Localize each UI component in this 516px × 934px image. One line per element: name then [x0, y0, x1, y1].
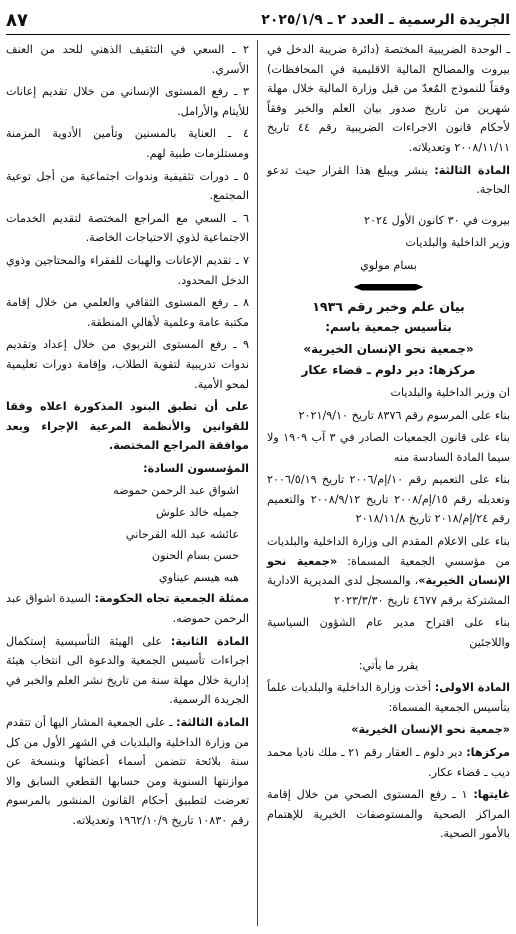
goal-item: ٩ ـ رفع المستوى التربوي من خلال إعداد وتقديم ندوات تدريبية لتقوية الطلاب، وإقامة دورات تعليمية لمحو الأمية. [6, 338, 249, 391]
founder-name: اشواق عبد الرحمن حموضه [113, 484, 239, 498]
article-three [267, 161, 510, 200]
basis-item: بناء على التعميم رقم ١٠/إم/٢٠٠٦ تاريخ ٢٠٠٦/٥/١٩ وتعديله رقم ١٥/إم/٢٠٠٨ تاريخ ٢٠٠٨/٩/١٢ والتعميم رقم ٢٤/إم/٢٠١٨ تاريخ ٢٠١٨/١١/٨ [267, 473, 510, 526]
section-divider [267, 284, 510, 291]
article-label: المادة الثالثة: [434, 163, 510, 177]
minister-title: وزير الداخلية والبلديات [405, 236, 510, 250]
goal-item: ٦ ـ السعي مع المراجع المختصة لتقديم الخدمات الاجتماعية لذوي الاحتياجات الخاصة. [6, 211, 249, 245]
representative-label: ممثلة الجمعية تجاه الحكومة: [94, 592, 250, 606]
minister-name: بسام مولوي [360, 258, 417, 272]
founders-label: المؤسسون السادة: [143, 461, 249, 475]
condition-paragraph: على أن تطبق البنود المذكورة اعلاه وفقا للقوانين والأنظمة المرعية الإجراء وبعد موافقة المراجع المختصة. [6, 400, 249, 453]
goal-item: ٥ ـ دورات تثقيفية وندوات اجتماعية من أجل توعية المجتمع. [6, 169, 249, 203]
basis-text: بناء على الاعلام المقدم الى وزارة الداخلية والبلديات من مؤسسي الجمعية المسماة: [267, 535, 510, 568]
headquarters-line [267, 743, 510, 782]
intro-line: ان وزير الداخلية والبلديات [390, 385, 510, 399]
goals-label: غايتها: [473, 788, 510, 802]
page-header [6, 6, 510, 35]
article-two [6, 632, 249, 710]
article-text: ـ على الجمعية المشار اليها أن تتقدم من وزارة الداخلية والبلديات في الشهر الأول من كل سنة بلائحة تتضمن أسماء أعضائها وبنسخة عن موازنتها السنوية ومن حسابها القطعي السابق والا تعرضت لتطبيق أحكام القانون المنشور بالمرسوم رقم ١٠٨٣٠ تاريخ ١٩٦٢/١٠/٩ وتعديلاته. [6, 716, 249, 827]
article-label: المادة الثالثة: [176, 716, 250, 729]
column-divider [257, 40, 258, 926]
left-column [6, 40, 249, 928]
notice-headquarters: مركزها: دير دلوم ـ قضاء عكار [301, 363, 476, 378]
date-line: بيروت في ٣٠ كانون الأول ٢٠٢٤ [363, 213, 510, 227]
representative-line [6, 589, 249, 628]
representative-text: السيدة اشواق عبد الرحمن حموضه. [6, 592, 249, 626]
association-name: «جمعية نحو الإنسان الخيرية» [267, 554, 510, 588]
article-text: على الهيئة التأسيسية إستكمال اجراءات تأسيس الجمعية والدعوة الى انتخاب هيئة إدارية خلال مهلة سنة من تاريخ نشر العلم والخبر في الجريدة الرسمية. [6, 634, 249, 707]
founder-name: جميله خالد علوش [156, 506, 239, 520]
notice-subtitle: بتأسيس جمعية باسم: [325, 320, 452, 335]
basis-item: بناء على المرسوم رقم ٨٣٧٦ تاريخ ٢٠٢١/٩/١٠ [298, 408, 510, 422]
goal-item: ٢ ـ السعي في التثقيف الذهني للحد من العنف الأسري. [6, 43, 249, 76]
article-label: المادة الثانية: [170, 634, 249, 648]
article-three [6, 713, 249, 831]
basis-text: ، والمسجل لدى المديرية الادارية المشتركة برقم ٤٦٧٧ تاريخ ٢٠٢٣/٣/٣٠ [267, 574, 510, 607]
headquarters-label: مركزها: [466, 746, 510, 759]
basis-item: بناء على اقتراح مدير عام الشؤون السياسية واللاجئين [267, 616, 510, 650]
gazette-title: الجريدة الرسمية ـ العدد ٢ ـ ٢٠٢٥/١/٩ [261, 12, 510, 28]
goals-line [267, 785, 510, 844]
association-name: «جمعية نحو الإنسان الخيرية» [351, 723, 510, 737]
goal-item: ٣ ـ رفع المستوى الإنساني من خلال تقديم إعانات للأيتام والأرامل. [6, 85, 249, 118]
notice-title: بيان علم وخبر رقم ١٩٣٦ [312, 298, 465, 314]
decides-line: يقرر ما يأتي: [358, 658, 419, 672]
article-text: ينشر ويبلغ هذا القرار حيث تدعو الحاجة. [267, 163, 510, 197]
tax-paragraph: ـ الوحدة الضريبية المختصة (دائرة ضريبة الدخل في بيروت والمصالح المالية الاقليمية في المحافظات) وفقاً للنموذج المُعدّ من قبل وزارة المالية خلال مهلة شهرين من تاريخ صدور بيان العلم والخبر وفقاً لأحكام قانون الاجراءات الضريبية رقم ٤٤ تاريخ ٢٠٠٨/١١/١١ وتعديلاته. [267, 43, 510, 154]
article-one [267, 678, 510, 717]
founder-name: عائشه عبد الله القرحاني [125, 527, 239, 541]
headquarters-text: دير دلوم ـ العقار رقم ٢١ ـ ملك ناديا محمد ديب ـ قضاء عكار. [267, 746, 510, 779]
right-column [267, 40, 510, 928]
article-label: المادة الاولى: [434, 681, 510, 695]
goal-item: ٤ ـ العناية بالمسنين وتأمين الأدوية المزمنة ومستلزمات طبية لهم. [6, 127, 249, 160]
page-number: ٨٧ [6, 9, 28, 31]
basis-item [267, 532, 510, 610]
article-text: أخذت وزارة الداخلية والبلديات علماً بتأسيس الجمعية المسماة: [267, 681, 510, 714]
goal-item: ٨ ـ رفع المستوى الثقافي والعلمي من خلال إقامة مكتبة عامة وعلمية لأهالي المنطقة. [6, 296, 249, 329]
notice-association-name: «جمعية نحو الإنسان الخيرية» [303, 341, 474, 356]
goals-text: ١ ـ رفع المستوى الصحي من خلال إقامة المراكز الصحية والمستوصفات الخيرية للإهتمام بالأمور الصحية. [267, 788, 510, 841]
founder-name: حسن بسام الحنون [151, 549, 239, 563]
basis-item: بناء على قانون الجمعيات الصادر في ٣ آب ١٩٠٩ ولا سيما المادة السادسة منه [267, 431, 510, 464]
goal-item: ٧ ـ تقديم الإعانات والهبات للفقراء والمحتاجين وذوي الدخل المحدود. [6, 253, 249, 287]
founder-name: هبه هيسم عيناوي [158, 570, 239, 584]
